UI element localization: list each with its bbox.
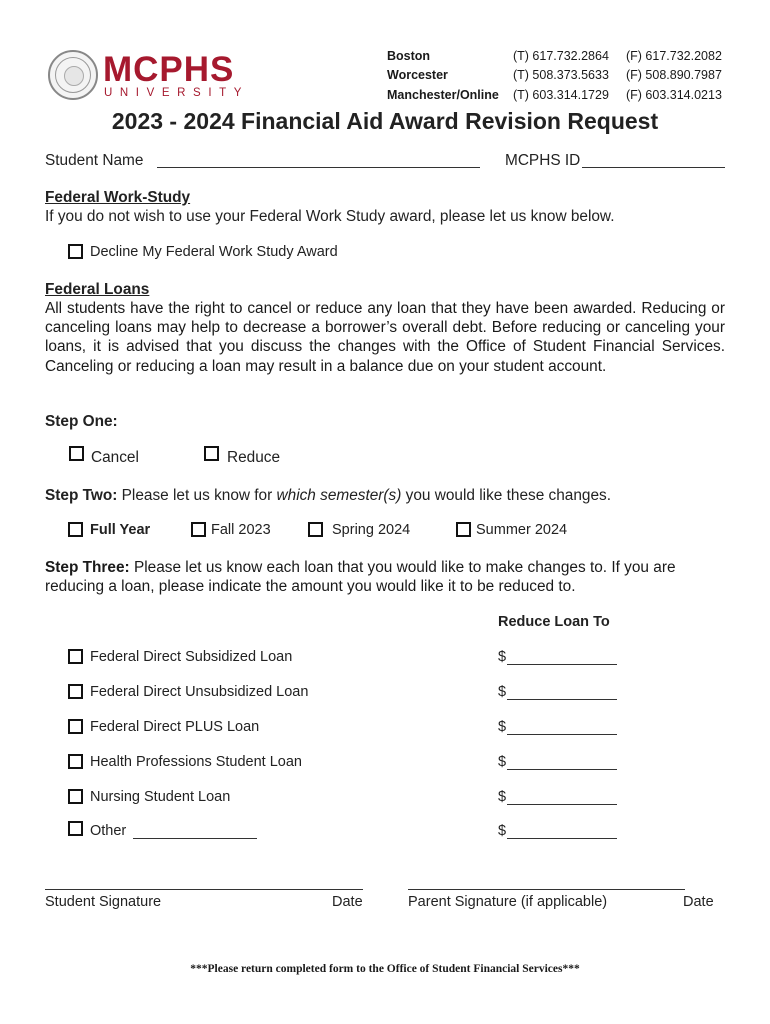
unsubsidized-loan-checkbox[interactable]	[68, 684, 83, 699]
nursing-amount-field[interactable]	[507, 804, 617, 805]
spring-2024-checkbox[interactable]	[308, 522, 323, 537]
health-professions-loan-label: Health Professions Student Loan	[90, 754, 302, 770]
decline-work-study-label: Decline My Federal Work Study Award	[90, 244, 338, 260]
cancel-checkbox[interactable]	[69, 446, 84, 461]
step-two-text-em: which semester(s)	[276, 487, 402, 504]
tel-manchester: (T) 603.314.1729	[513, 88, 609, 102]
student-date-label: Date	[332, 894, 363, 910]
other-dollar-sign: $	[498, 823, 507, 839]
parent-signature-label: Parent Signature (if applicable)	[408, 894, 608, 910]
plus-dollar-sign: $	[498, 719, 507, 735]
parent-signature-line[interactable]	[408, 889, 685, 890]
campus-manchester: Manchester/Online	[387, 88, 499, 102]
student-signature-label: Student Signature	[45, 894, 162, 910]
cancel-label: Cancel	[91, 449, 139, 466]
health-professions-dollar-sign: $	[498, 754, 507, 770]
parent-date-label: Date	[683, 894, 714, 910]
university-seal-icon	[48, 50, 98, 100]
campus-worcester: Worcester	[387, 68, 448, 82]
mcphs-id-field[interactable]	[582, 167, 725, 168]
page-title: 2023 - 2024 Financial Aid Award Revision Request	[111, 108, 659, 134]
reduce-loan-to-header: Reduce Loan To	[498, 614, 610, 630]
student-name-field[interactable]	[157, 167, 480, 168]
tel-boston: (T) 617.732.2864	[513, 49, 609, 63]
subsidized-dollar-sign: $	[498, 649, 507, 665]
campus-boston: Boston	[387, 49, 431, 63]
subsidized-loan-checkbox[interactable]	[68, 649, 83, 664]
step-two-label: Step Two:	[45, 487, 118, 504]
work-study-text: If you do not wish to use your Federal Work Study award, please let us know below.	[45, 208, 615, 225]
plus-amount-field[interactable]	[507, 734, 617, 735]
other-loan-checkbox[interactable]	[68, 821, 83, 836]
reduce-checkbox[interactable]	[204, 446, 219, 461]
health-professions-loan-checkbox[interactable]	[68, 754, 83, 769]
work-study-heading: Federal Work-Study	[45, 189, 191, 206]
step-three-body: Please let us know each loan that you would like to make changes to. If you are reducing a loan, please indicate the amount you would like it to be reduced to.	[45, 559, 676, 596]
student-signature-line[interactable]	[45, 889, 363, 890]
other-amount-field[interactable]	[507, 838, 617, 839]
plus-loan-checkbox[interactable]	[68, 719, 83, 734]
step-two-text-after: you would like these changes.	[405, 487, 612, 504]
fax-worcester: (F) 508.890.7987	[626, 68, 722, 82]
step-three-text	[45, 558, 725, 596]
fax-manchester: (F) 603.314.0213	[626, 88, 722, 102]
plus-loan-label: Federal Direct PLUS Loan	[90, 719, 260, 735]
decline-work-study-checkbox[interactable]	[68, 244, 83, 259]
subsidized-amount-field[interactable]	[507, 664, 617, 665]
fax-boston: (F) 617.732.2082	[626, 49, 722, 63]
student-name-label: Student Name	[45, 152, 144, 169]
step-three-label: Step Three:	[45, 559, 130, 576]
footer-note: ***Please return completed form to the Office of Student Financial Services***	[190, 963, 580, 975]
mcphs-id-label: MCPHS ID	[505, 152, 581, 169]
other-loan-name-field[interactable]	[133, 838, 257, 839]
full-year-checkbox[interactable]	[68, 522, 83, 537]
fall-2023-checkbox[interactable]	[191, 522, 206, 537]
health-professions-amount-field[interactable]	[507, 769, 617, 770]
loans-text: All students have the right to cancel or reduce any loan that they have been awarded. Reducing or canceling loans may help to decrease a borrower’s overall debt. Before reducing or canceling your loans, it is advised that you discuss the changes with the Office of Student Financial Services. Canceling or reducing a loan may result in a balance due on your student account.	[45, 300, 725, 375]
nursing-loan-checkbox[interactable]	[68, 789, 83, 804]
unsubsidized-loan-label: Federal Direct Unsubsidized Loan	[90, 684, 309, 700]
spring-2024-label: Spring 2024	[332, 522, 411, 538]
summer-2024-label: Summer 2024	[476, 522, 568, 538]
logo-text: MCPHS	[103, 50, 235, 89]
reduce-label: Reduce	[227, 449, 281, 466]
step-one-label: Step One:	[45, 413, 118, 430]
fall-2023-label: Fall 2023	[211, 522, 271, 538]
step-two-text-before: Please let us know for	[121, 487, 273, 504]
full-year-label: Full Year	[90, 522, 151, 538]
loans-heading: Federal Loans	[45, 281, 150, 298]
summer-2024-checkbox[interactable]	[456, 522, 471, 537]
unsubsidized-dollar-sign: $	[498, 684, 507, 700]
other-loan-label: Other	[90, 823, 127, 839]
subsidized-loan-label: Federal Direct Subsidized Loan	[90, 649, 293, 665]
nursing-dollar-sign: $	[498, 789, 507, 805]
step-two-text	[45, 486, 611, 505]
logo-subtext: UNIVERSITY	[104, 87, 250, 99]
nursing-loan-label: Nursing Student Loan	[90, 789, 231, 805]
unsubsidized-amount-field[interactable]	[507, 699, 617, 700]
tel-worcester: (T) 508.373.5633	[513, 68, 609, 82]
